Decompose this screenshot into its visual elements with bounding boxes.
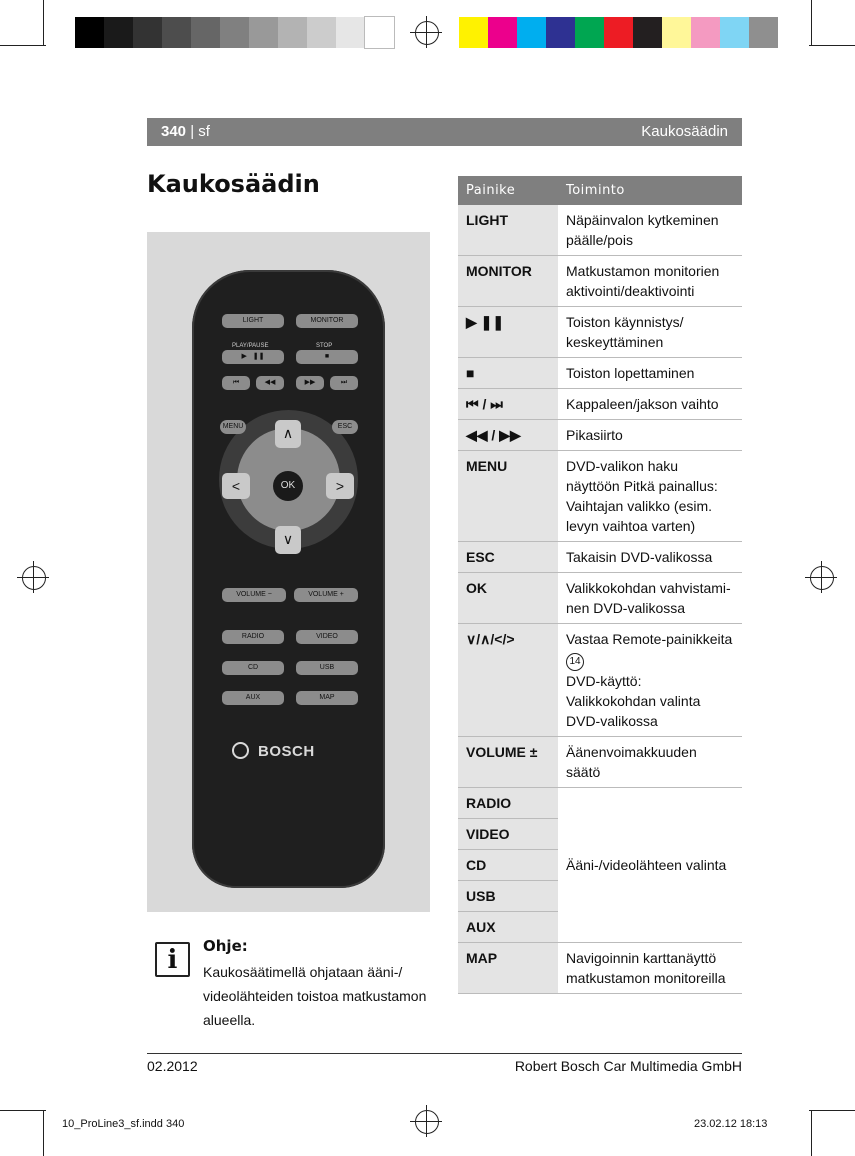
color-swatch xyxy=(662,17,691,48)
table-row xyxy=(458,624,742,737)
table-value: DVD-valikon haku näyttöön Pitkä painallus: Vaihtajan valikko (esim. levyn vaihtoa varten) xyxy=(558,451,742,542)
remote-right-icon: > xyxy=(326,473,354,499)
crop-mark xyxy=(811,0,812,46)
remote-left-icon: < xyxy=(222,473,250,499)
remote-button-menu: MENU xyxy=(220,420,246,434)
info-icon: i xyxy=(155,942,190,977)
header-section: Kaukosäädin xyxy=(641,123,728,140)
play-pause-icon: ▶ ❚❚ xyxy=(458,307,558,358)
remote-brand: BOSCH xyxy=(258,743,315,760)
table-value: Toiston käynnistys/ keskeyttäminen xyxy=(558,307,742,358)
color-swatch xyxy=(307,17,336,48)
table-value xyxy=(558,624,742,737)
remote-down-icon: ∨ xyxy=(275,526,301,554)
table-row xyxy=(458,307,742,358)
crop-mark xyxy=(811,1110,812,1156)
footer-rule xyxy=(147,1053,742,1054)
crop-mark xyxy=(809,45,855,46)
table-key: USB xyxy=(458,881,558,912)
table-row xyxy=(458,205,742,256)
remote-control xyxy=(192,270,385,888)
slug-file: 10_ProLine3_sf.indd 340 xyxy=(62,1118,185,1130)
color-swatch xyxy=(517,17,546,48)
registration-mark-icon xyxy=(415,21,439,45)
table-key: MONITOR xyxy=(458,256,558,307)
color-swatch xyxy=(720,17,749,48)
remote-button-prev: ⏮ xyxy=(222,376,250,390)
table-row xyxy=(458,542,742,573)
color-swatch xyxy=(365,17,394,48)
remote-button-forward: ▶▶ xyxy=(296,376,324,390)
table-value-line: DVD-käyttö: Valikkokohdan valinta DVD-valikossa xyxy=(566,673,701,729)
color-swatch xyxy=(488,17,517,48)
remote-button-map: MAP xyxy=(296,691,358,705)
color-swatch xyxy=(459,17,488,48)
color-swatch xyxy=(546,17,575,48)
remote-up-icon: ∧ xyxy=(275,420,301,448)
crop-mark xyxy=(43,0,44,46)
remote-button-volume-plus: VOLUME + xyxy=(294,588,358,602)
column-header-function: Toiminto xyxy=(558,176,742,205)
note-text: Kaukosäätimellä ohjataan ääni-/ videolähteiden toistoa matkustamon alueella. xyxy=(203,964,427,1028)
color-swatch xyxy=(220,17,249,48)
color-swatch xyxy=(575,17,604,48)
table-row xyxy=(458,389,742,420)
page-number: 340 xyxy=(161,123,187,140)
table-key: OK xyxy=(458,573,558,624)
skip-icon: ⏮ / ⏭ xyxy=(458,389,558,420)
crop-mark xyxy=(0,1110,46,1111)
page-title: Kaukosäädin xyxy=(147,170,320,198)
registration-mark-icon xyxy=(22,566,46,590)
bosch-logo-icon xyxy=(232,742,249,759)
arrow-keys-icon: ∨/∧/</> xyxy=(458,624,558,737)
remote-button-aux: AUX xyxy=(222,691,284,705)
table-key: RADIO xyxy=(458,788,558,819)
table-value: Matkustamon monitorien aktivointi/deaktivointi xyxy=(558,256,742,307)
color-swatch xyxy=(191,17,220,48)
table-key: MENU xyxy=(458,451,558,542)
registration-mark-icon xyxy=(415,1110,439,1134)
reference-number-badge: 14 xyxy=(566,653,584,671)
color-swatch xyxy=(133,17,162,48)
table-value: Näpäinvalon kytkeminen päälle/pois xyxy=(558,205,742,256)
color-swatch xyxy=(749,17,778,48)
remote-button-play-pause: ▶ ❚❚ xyxy=(222,350,284,364)
remote-button-volume-minus: VOLUME − xyxy=(222,588,286,602)
color-swatch xyxy=(75,17,104,48)
remote-button-monitor: MONITOR xyxy=(296,314,358,328)
table-value: Äänenvoimakkuuden säätö xyxy=(558,737,742,788)
remote-label-play-pause: PLAY/PAUSE xyxy=(232,343,269,349)
table-row xyxy=(458,256,742,307)
remote-button-usb: USB xyxy=(296,661,358,675)
color-swatch xyxy=(104,17,133,48)
table-key: AUX xyxy=(458,912,558,943)
remote-button-rewind: ◀◀ xyxy=(256,376,284,390)
remote-button-next: ⏭ xyxy=(330,376,358,390)
table-key: ESC xyxy=(458,542,558,573)
color-swatch xyxy=(633,17,662,48)
table-value: Ääni-/videolähteen valinta xyxy=(558,788,742,943)
table-key: VIDEO xyxy=(458,819,558,850)
crop-mark xyxy=(43,1110,44,1156)
note-heading: Ohje: xyxy=(203,937,248,955)
crop-mark xyxy=(809,1110,855,1111)
color-swatch xyxy=(278,17,307,48)
table-key: MAP xyxy=(458,943,558,994)
table-value: Toiston lopettaminen xyxy=(558,358,742,389)
table-row xyxy=(458,420,742,451)
remote-label-stop: STOP xyxy=(316,343,333,349)
table-value: Navigoinnin karttanäyttö matkustamon monitoreilla xyxy=(558,943,742,994)
color-swatch xyxy=(249,17,278,48)
table-row xyxy=(458,451,742,542)
table-header-row xyxy=(458,176,742,205)
fast-forward-rewind-icon: ◀◀ / ▶▶ xyxy=(458,420,558,451)
table-value: Valikkokohdan vahvistami-nen DVD-valikossa xyxy=(558,573,742,624)
table-value: Pikasiirto xyxy=(558,420,742,451)
slug-datetime: 23.02.12 18:13 xyxy=(694,1118,768,1130)
remote-button-video: VIDEO xyxy=(296,630,358,644)
color-swatch xyxy=(691,17,720,48)
button-function-table xyxy=(458,176,742,994)
table-key: LIGHT xyxy=(458,205,558,256)
table-value-line: Vastaa Remote-painikkeita xyxy=(566,631,733,647)
table-value: Kappaleen/jakson vaihto xyxy=(558,389,742,420)
language-code: | sf xyxy=(190,123,210,140)
table-value: Takaisin DVD-valikossa xyxy=(558,542,742,573)
remote-button-light: LIGHT xyxy=(222,314,284,328)
color-swatch xyxy=(162,17,191,48)
remote-button-cd: CD xyxy=(222,661,284,675)
remote-illustration xyxy=(147,232,430,912)
table-row xyxy=(458,737,742,788)
color-swatch xyxy=(604,17,633,48)
column-header-button: Painike xyxy=(458,176,558,205)
footer-company: Robert Bosch Car Multimedia GmbH xyxy=(514,1058,742,1074)
remote-button-esc: ESC xyxy=(332,420,358,434)
color-swatch xyxy=(336,17,365,48)
table-row xyxy=(458,358,742,389)
header-left xyxy=(161,123,210,140)
page-header xyxy=(147,118,742,146)
table-key: CD xyxy=(458,850,558,881)
table-key: VOLUME ± xyxy=(458,737,558,788)
remote-button-radio: RADIO xyxy=(222,630,284,644)
remote-button-stop: ■ xyxy=(296,350,358,364)
table-row xyxy=(458,573,742,624)
remote-button-ok: OK xyxy=(273,471,303,501)
stop-icon: ■ xyxy=(458,358,558,389)
footer-date: 02.2012 xyxy=(147,1058,198,1074)
table-row xyxy=(458,943,742,994)
crop-mark xyxy=(0,45,46,46)
registration-mark-icon xyxy=(810,566,834,590)
table-row xyxy=(458,788,742,819)
